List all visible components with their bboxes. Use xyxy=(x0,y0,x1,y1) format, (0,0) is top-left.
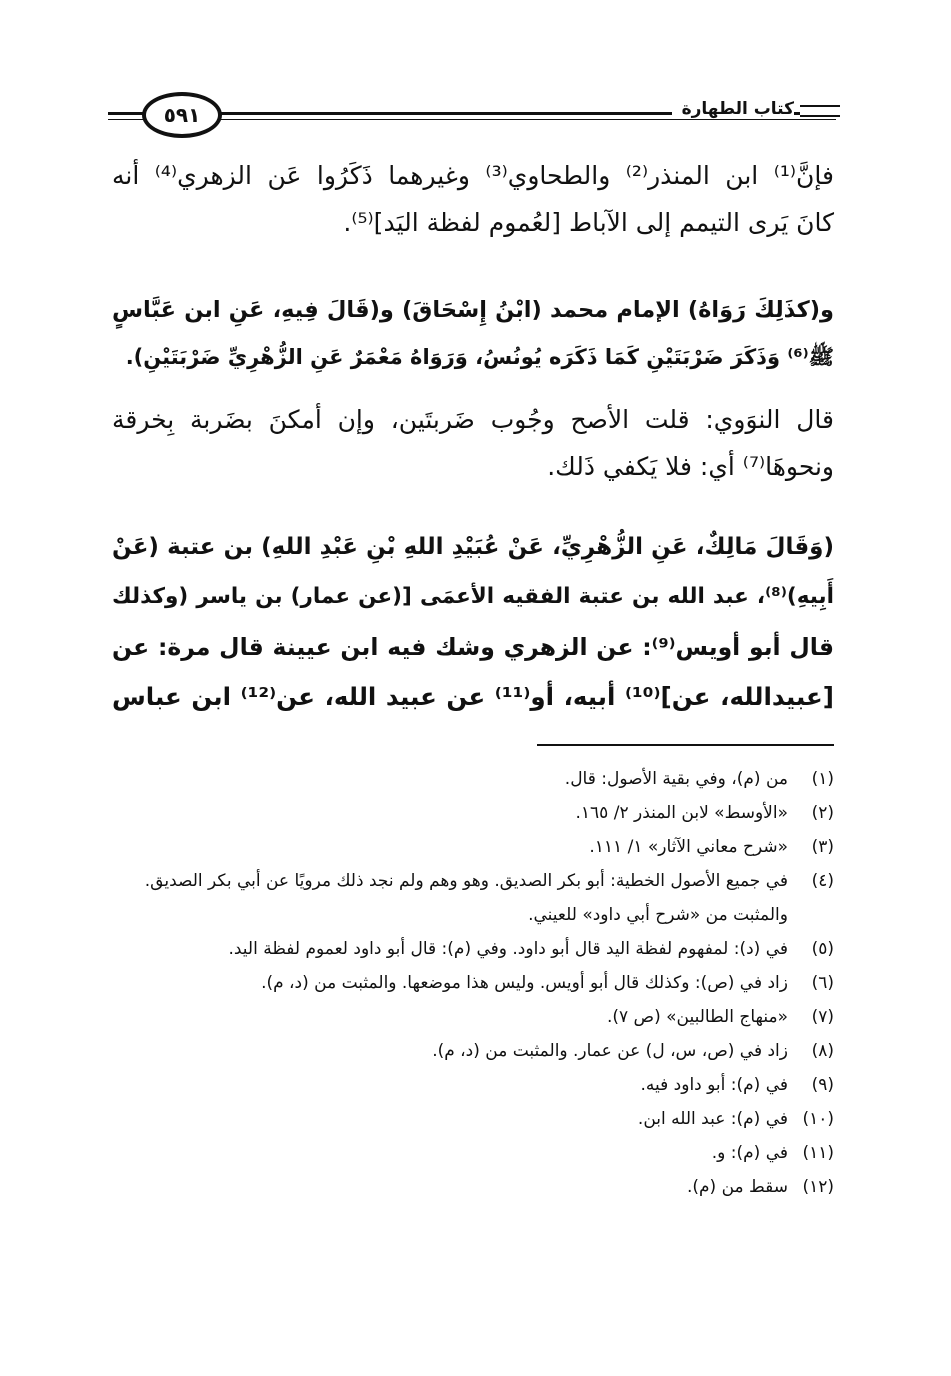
text-line: (وَقَالَ مَالِكٌ، عَنِ الزُّهْرِيِّ، عَنْ عُبَيْدِ اللهِ بْنِ عَبْدِ اللهِ) بن عتبة (عَنْ xyxy=(112,534,834,560)
footnote xyxy=(112,1170,834,1204)
footnote xyxy=(112,1034,834,1068)
page-number-oval xyxy=(142,92,222,138)
footnote-text: في جميع الأصول الخطية: أبو بكر الصديق. وهو وهم ولم نجد ذلك مرويًا عن أبي بكر الصديق. والمثبت من «شرح أبي داود» للعيني. xyxy=(144,871,788,925)
footnote-text: سقط من (م). xyxy=(686,1177,788,1197)
footnote-number: (١٢) xyxy=(802,1177,834,1197)
footnote-text: من (م)، وفي بقية الأصول: قال. xyxy=(564,769,788,789)
footnote-text: في (م): أبو داود فيه. xyxy=(640,1075,788,1095)
footnote-text: في (م): عبد الله ابن. xyxy=(637,1109,788,1129)
footnote xyxy=(112,864,834,932)
footnote-number: (٩) xyxy=(811,1075,834,1095)
footnote xyxy=(112,1000,834,1034)
footnote xyxy=(112,830,834,864)
footnote-number: (٧) xyxy=(811,1007,834,1027)
paragraph-1 xyxy=(112,152,834,246)
footnote-number: (٨) xyxy=(811,1041,834,1061)
footnote-separator xyxy=(537,744,834,746)
page-header xyxy=(108,94,836,140)
footnote-number: (٢) xyxy=(811,803,834,823)
footnote xyxy=(112,796,834,830)
paragraph-3 xyxy=(112,396,834,490)
footnote-text: زاد في (ص، س، ل) عن عمار. والمثبت من (د، م). xyxy=(432,1041,788,1061)
paragraph-4 xyxy=(112,522,834,722)
footnote-number: (٥) xyxy=(811,939,834,959)
footnote-text: «الأوسط» لابن المنذر ٢/ ١٦٥. xyxy=(575,803,788,823)
footnote-text: في (م): و. xyxy=(711,1143,788,1163)
book-title: كتاب الطهارة xyxy=(672,99,794,119)
footnote xyxy=(112,966,834,1000)
footnote xyxy=(112,762,834,796)
footnote-number: (١١) xyxy=(802,1143,834,1163)
text-line: قال النوَوي: قلت الأصح وجُوب ضَربتَين، وإن أمكنَ بضَربة بِخرقة xyxy=(112,405,834,434)
footnote-text: زاد في (ص): وكذلك قال أبو أويس. وليس هذا موضعها. والمثبت من (د، م). xyxy=(261,973,788,993)
text-line: فإنَّ⁽¹⁾ ابن المنذر⁽²⁾ والطحاوي⁽³⁾ وغيرهما ذَكَرُوا عَن الزهري⁽⁴⁾ أنه xyxy=(112,161,834,190)
text-line: أَبِيهِ)⁽⁸⁾، عبد الله بن عتبة الفقيه الأعمَى [(عن عمار) بن ياسر (وكذلك xyxy=(112,584,834,609)
footnote-number: (٣) xyxy=(811,837,834,857)
page-number: ٥٩١ xyxy=(163,103,201,127)
footnote xyxy=(112,1102,834,1136)
text-line: و(كذَلِكَ رَوَاهُ) الإمام محمد (ابْنُ إِسْحَاقَ) و(قَالَ فِيهِ، عَنِ ابن عَبَّاسٍ xyxy=(112,297,834,323)
header-dash-ornament xyxy=(800,105,840,117)
footnote xyxy=(112,932,834,966)
footnote-text: «منهاج الطالبين» (ص ٧). xyxy=(606,1007,788,1027)
text-line: ﷺ⁽⁶⁾ وَذَكَرَ ضَرْبَتَيْنِ كَمَا ذَكَرَه يُونُسُ، وَرَوَاهُ مَعْمَرٌ عَنِ الزُّهْرِيِّ ضَرْبَتَيْنِ). xyxy=(125,345,834,369)
footnote xyxy=(112,1136,834,1170)
footnote-number: (٤) xyxy=(811,871,834,891)
text-line: كانَ يَرى التيمم إلى الآباط [لعُموم لفظة اليَد]⁽⁵⁾. xyxy=(343,208,834,237)
text-line: ونحوهَا⁽⁷⁾ أي: فلا يَكفي ذَلك. xyxy=(547,452,834,481)
paragraph-2 xyxy=(112,287,834,381)
footnote-number: (٦) xyxy=(811,973,834,993)
footnote-number: (١٠) xyxy=(802,1109,834,1129)
footnote-text: «شرح معاني الآثار» ١/ ١١١. xyxy=(589,837,788,857)
footnote-number: (١) xyxy=(811,769,834,789)
footnote-text: في (د): لمفهوم لفظة اليد قال أبو داود. وفي (م): قال أبو داود لعموم لفظة اليد. xyxy=(228,939,788,959)
footnotes xyxy=(112,762,834,1204)
text-line: قال أبو أويس⁽⁹⁾: عن الزهري وشك فيه ابن عيينة قال مرة: عن xyxy=(112,633,834,661)
footnote xyxy=(112,1068,834,1102)
text-line: [عبيدالله، عن]⁽¹⁰⁾ أبيه، أو⁽¹¹⁾ عن عبيد الله، عن⁽¹²⁾ ابن عباس xyxy=(112,682,834,711)
